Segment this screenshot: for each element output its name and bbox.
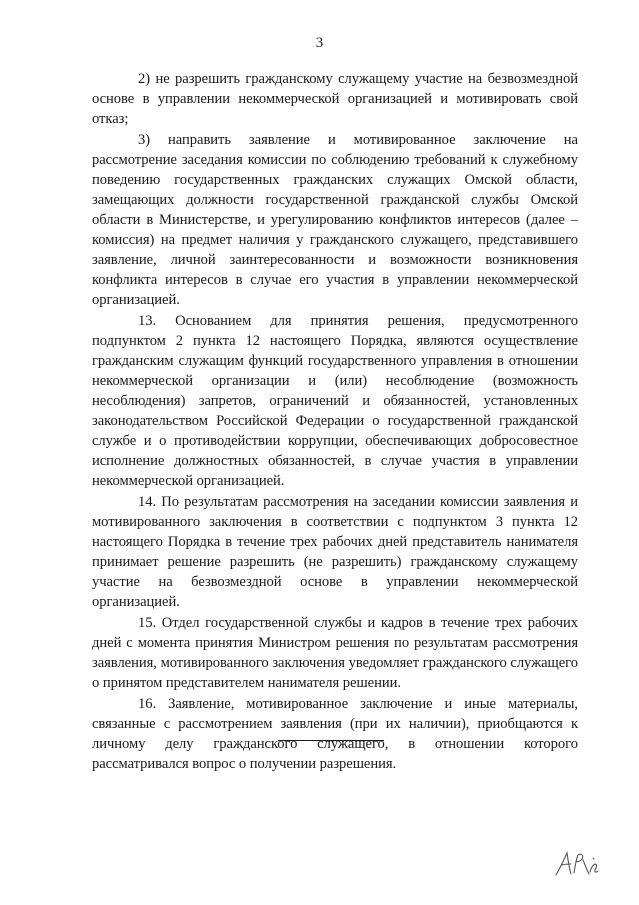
paragraph-13-grounds: 13. Основанием для принятия решения, предусмотренного подпунктом 2 пункта 12 настоящего Порядка, являются осуществление гражданским служащим функций государственного управления в отношении некоммерческой организации и (или) несоблюдение (возможность несоблюдения) запретов, ограничений и обязанностей, установленных законодательством Российской Федерации о государственной гражданской службе и о противодействии коррупции, обеспечивающих добросовестное исполнение должностных обязанностей, в случае участия в управлении некоммерческой организацией. <box>92 313 578 489</box>
paragraph-15-notification: 15. Отдел государственной службы и кадров в течение трех рабочих дней с момента принятия Министром решения по результатам рассмотрения заявления, мотивированного заключения уведомляет гражданского служащего о принятом представителем нанимателя решении. <box>92 615 578 691</box>
page-number: 3 <box>315 35 324 51</box>
end-divider-line <box>278 740 384 741</box>
paragraph-item-2-refuse: 2) не разрешить гражданскому служащему участие на безвозмездной основе в управлении некоммерческой организацией и мотивировать свой отказ; <box>92 71 578 127</box>
paragraph-14-results: 14. По результатам рассмотрения на заседании комиссии заявления и мотивированного заключения в соответствии с подпунктом 3 пункта 12 настоящего Порядка в течение трех рабочих дней представитель нанимателя принимает решение разрешить (не разрешить) гражданскому служащему участие на безвозмездной основе в управлении некоммерческой организацией. <box>92 494 578 610</box>
handwritten-initials-signature <box>552 848 600 880</box>
paragraph-item-3-commission: 3) направить заявление и мотивированное заключение на рассмотрение заседания комиссии по соблюдению требований к служебному поведению государственных гражданских служащих Омской области, замещающих должности государственной гражданской службы Омской области в Министерстве, и урегулированию конфликтов интересов (далее – комиссия) на предмет наличия у гражданского служащего, представившего заявление, личной заинтересованности и возможности возникновения конфликта интересов в случае его участия в управлении некоммерческой организацией. <box>92 132 578 308</box>
paragraph-16-materials: 16. Заявление, мотивированное заключение и иные материалы, связанные с рассмотрением заявления (при их наличии), приобщаются к личному делу гражданского служащего, в отношении которого рассматривался вопрос о получении разрешения. <box>92 696 578 772</box>
document-body <box>92 69 578 775</box>
